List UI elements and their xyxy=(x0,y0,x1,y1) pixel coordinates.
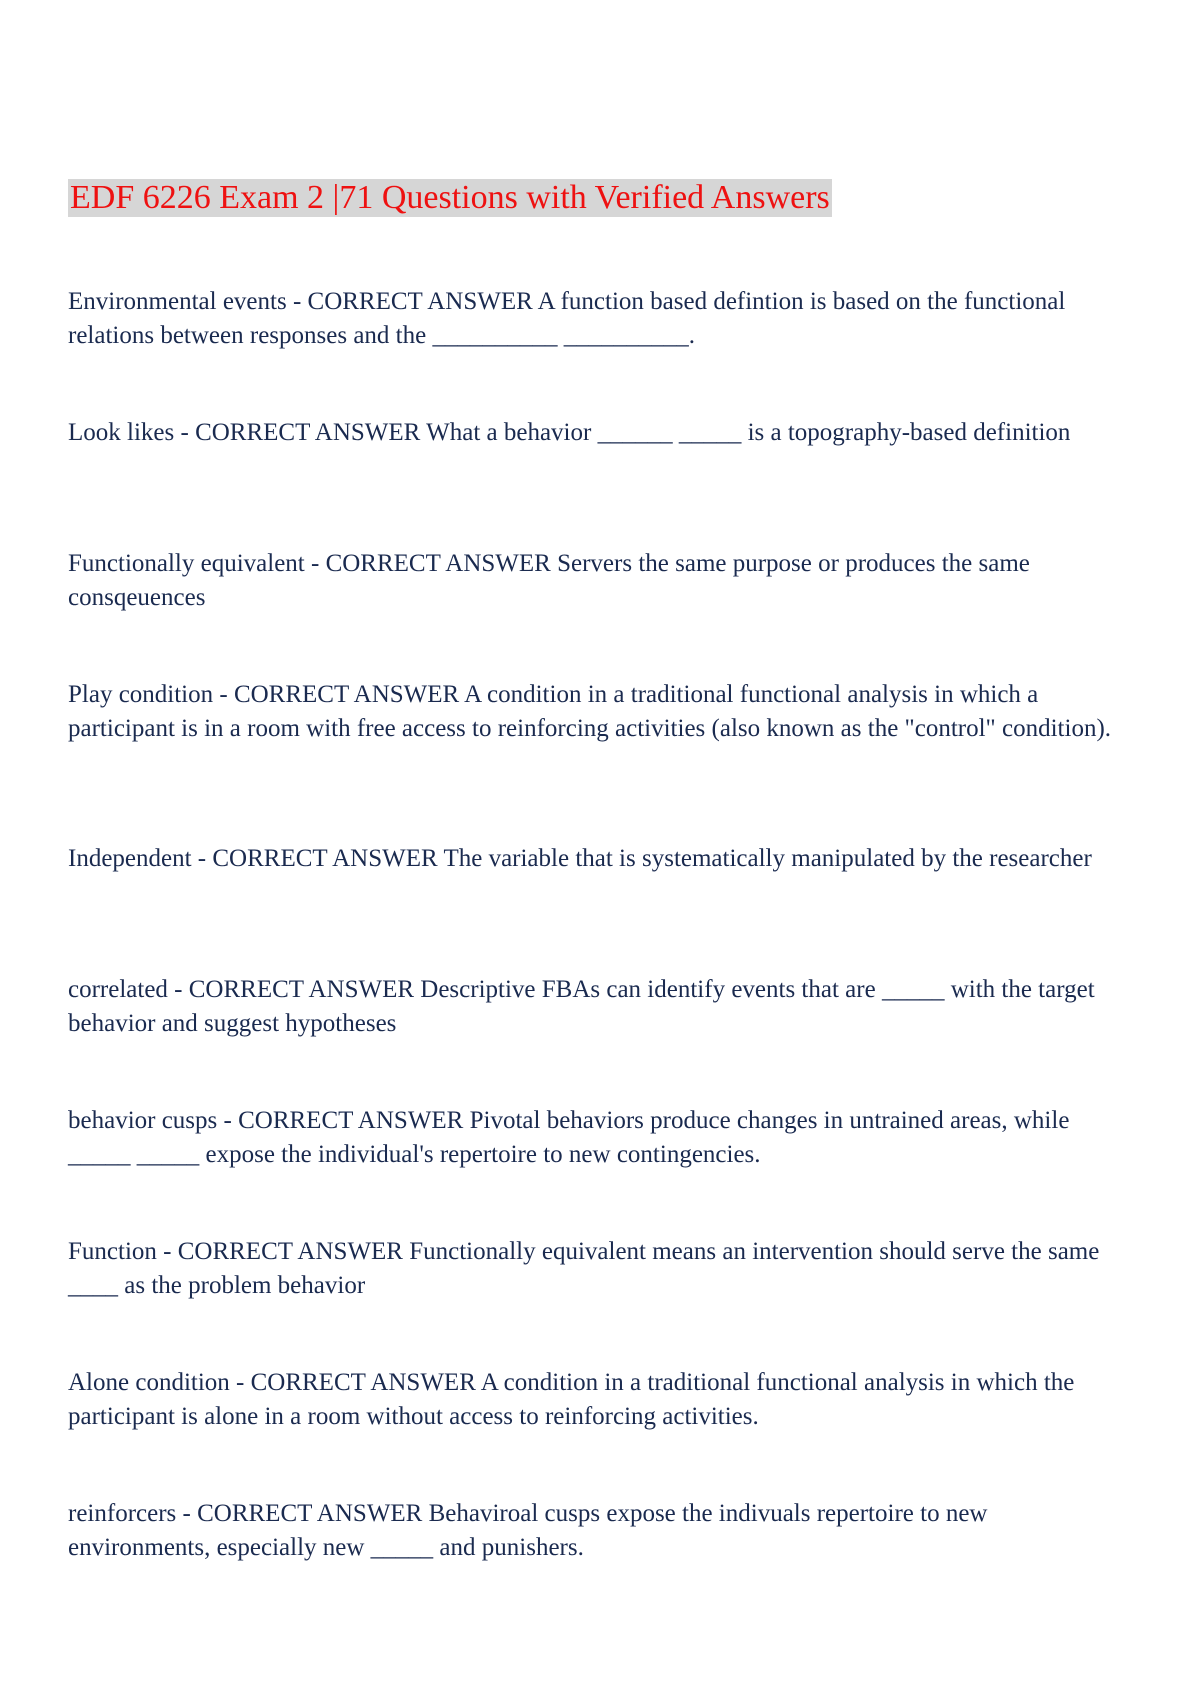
qa-entry: Look likes - CORRECT ANSWER What a behavior ______ _____ is a topography-based definition xyxy=(68,419,1071,446)
qa-entry: Alone condition - CORRECT ANSWER A condition in a traditional functional analysis in which the participant is alone in a room without access to reinforcing activities. xyxy=(68,1369,1075,1430)
qa-entry: Independent - CORRECT ANSWER The variable that is systematically manipulated by the researcher xyxy=(68,845,1092,872)
title-block xyxy=(68,179,832,217)
qa-entry: behavior cusps - CORRECT ANSWER Pivotal behaviors produce changes in untrained areas, while _____ _____ expose the individual's repertoire to new contingencies. xyxy=(68,1107,1070,1168)
qa-entry: Environmental events - CORRECT ANSWER A function based defintion is based on the functional relations between responses and the __________ __________. xyxy=(68,288,1066,349)
qa-entry: reinforcers - CORRECT ANSWER Behaviroal cusps expose the indivuals repertoire to new environments, especially new _____ and punishers. xyxy=(68,1500,988,1561)
qa-entry: correlated - CORRECT ANSWER Descriptive FBAs can identify events that are _____ with the target behavior and suggest hypotheses xyxy=(68,976,1095,1037)
qa-list xyxy=(68,285,1128,1628)
qa-entry: Function - CORRECT ANSWER Functionally equivalent means an intervention should serve the same ____ as the problem behavior xyxy=(68,1238,1100,1299)
document-title: EDF 6226 Exam 2 |71 Questions with Verified Answers xyxy=(70,179,830,216)
qa-entry: Play condition - CORRECT ANSWER A condition in a traditional functional analysis in which a participant is in a room with free access to reinforcing activities (also known as the "control" condition). xyxy=(68,681,1112,742)
qa-entry: Functionally equivalent - CORRECT ANSWER Servers the same purpose or produces the same consqeuences xyxy=(68,550,1030,611)
